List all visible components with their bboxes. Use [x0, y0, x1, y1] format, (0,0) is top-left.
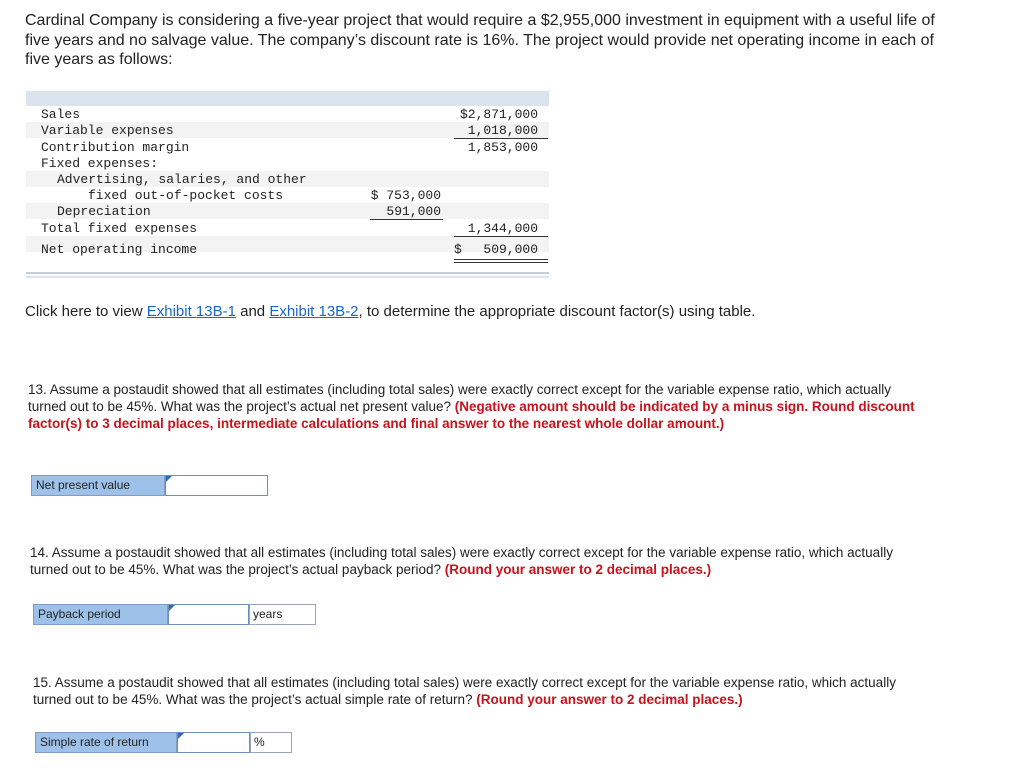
exhibit-13b-1-link[interactable]: Exhibit 13B-1	[146, 303, 236, 320]
advertising-label-cont: fixed out-of-pocket costs	[88, 188, 284, 203]
contribution-margin-label: Contribution margin	[41, 140, 190, 155]
table-header-bar	[26, 91, 549, 106]
depreciation-label: Depreciation	[57, 204, 151, 219]
underline	[454, 236, 548, 237]
depreciation-value: 591,000	[386, 204, 441, 219]
double-underline	[454, 262, 548, 263]
underline	[370, 219, 443, 220]
question-13-text: 13. Assume a postaudit showed that all estimates (including total sales) were exactly correct except for the variable expense ratio, which actually turned out to be 45%. What was the project’s actual net present value?	[28, 382, 891, 414]
simple-rate-label: Simple rate of return	[35, 732, 177, 753]
payback-unit: years	[249, 604, 316, 625]
npv-label: Net present value	[31, 475, 165, 496]
exhibit-prefix: Click here to view	[25, 303, 143, 320]
question-15-instruction: (Round your answer to 2 decimal places.)	[476, 692, 743, 707]
income-statement-table	[26, 91, 549, 278]
table-footer-bar	[26, 276, 549, 278]
question-13	[28, 381, 918, 432]
input-marker-icon	[169, 605, 175, 611]
advertising-label: Advertising, salaries, and other	[57, 172, 307, 187]
question-14-text: 14. Assume a postaudit showed that all estimates (including total sales) were exactly correct except for the variable expense ratio, which actually turned out to be 45%. What was the project’s actual payback period?	[30, 545, 893, 577]
exhibit-suffix: , to determine the appropriate discount factor(s) using table.	[358, 303, 756, 320]
net-income-currency: $	[454, 242, 462, 257]
advertising-value: $ 753,000	[370, 188, 441, 203]
question-13-instruction: (Negative amount should be indicated by a minus sign. Round discount factor(s) to 3 decimal places, intermediate calculations and final answer to the nearest whole dollar amount.)	[28, 399, 915, 431]
double-underline	[454, 259, 548, 260]
exhibit-line	[25, 303, 755, 320]
net-income-value: 509,000	[483, 242, 538, 257]
fixed-expenses-label: Fixed expenses:	[41, 156, 159, 171]
table-footer-bar	[26, 272, 549, 274]
total-fixed-value: 1,344,000	[467, 221, 538, 236]
net-income-label: Net operating income	[41, 242, 198, 257]
simple-rate-unit: %	[250, 732, 292, 753]
input-marker-icon	[178, 733, 184, 739]
underline	[454, 138, 548, 139]
question-14-instruction: (Round your answer to 2 decimal places.)	[444, 562, 712, 577]
exhibit-13b-2-link[interactable]: Exhibit 13B-2	[269, 303, 359, 320]
input-marker-icon	[166, 476, 172, 482]
question-15	[33, 674, 923, 708]
question-14	[30, 544, 920, 578]
question-15-text: 15. Assume a postaudit showed that all estimates (including total sales) were exactly correct except for the variable expense ratio, which actually turned out to be 45%. What was the project’s actual simple rate of return?	[33, 675, 896, 707]
contribution-margin-value: 1,853,000	[467, 140, 538, 155]
payback-input[interactable]	[168, 604, 249, 625]
sales-label: Sales	[41, 107, 81, 122]
problem-intro: Cardinal Company is considering a five-year project that would require a $2,955,000 investment in equipment with a useful life of five years and no salvage value. The company’s discount rate is 16%. The project would provide net operating income in each of five years as follows:	[25, 12, 935, 68]
total-fixed-label: Total fixed expenses	[41, 221, 198, 236]
exhibit-and: and	[240, 303, 266, 320]
variable-expenses-label: Variable expenses	[41, 123, 174, 138]
sales-value: $2,871,000	[459, 107, 538, 122]
simple-rate-input[interactable]	[177, 732, 250, 753]
payback-label: Payback period	[33, 604, 168, 625]
npv-input[interactable]	[165, 475, 268, 496]
variable-expenses-value: 1,018,000	[467, 123, 538, 138]
